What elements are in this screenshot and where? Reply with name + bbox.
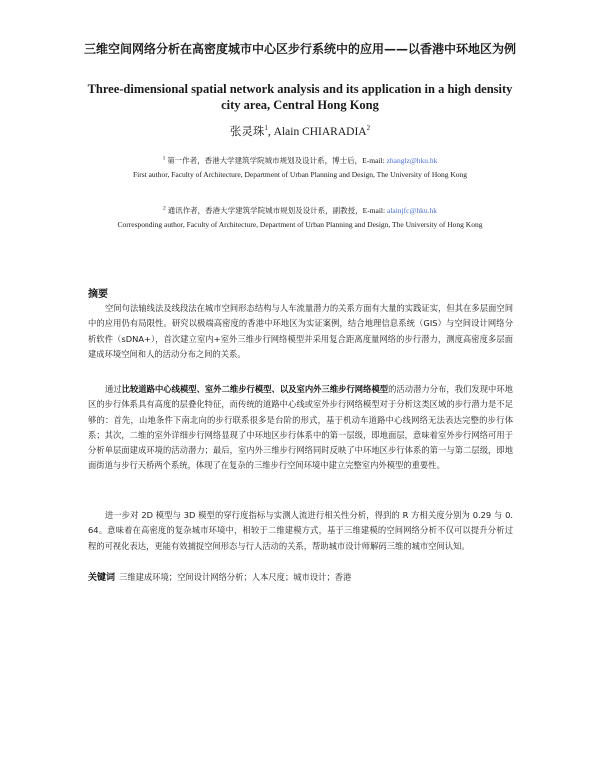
abstract-heading: 摘要 <box>88 289 108 300</box>
author-2-mark: 2 <box>366 124 371 133</box>
author-2-name: Alain CHIARADIA <box>273 126 367 138</box>
author-1-name: 张灵珠 <box>229 126 265 138</box>
affiliation-2-zh-line <box>80 204 520 218</box>
abstract-paragraph-2-body: 的活动潜力分布，我们发现中环地区的步行体系具有高度的层叠化特征，而传统的道路中心线或室外步行网络模型对于分析这类区域的步行潜力是不足够的：首先，山地条件下南北向的步行联系很多是台阶的形式，基于机动车道路中心线网络无法表达完整的步行体系；其次，二维的室外详细步行网络显现了中环地区步行体系中的第一层级，即地面层，意味着室外步行网络可用于分析单层面建成环境的活动潜力；最后，室内外三维步行网络同时反映了中环地区步行体系的第一与第二层级，即地面街道与步行天桥两个系统，体现了在复杂的三维步行空间环境中建立完整室内外模型的重要性。 <box>88 384 513 471</box>
title-english: Three-dimensional spatial network analysis and its application in a high density city area, Central Hong Kong <box>87 82 513 112</box>
keywords-label: 关键词 <box>88 573 116 583</box>
author-line <box>80 124 520 140</box>
affiliation-2-mark: 2 <box>162 205 166 212</box>
abstract-paragraph-2 <box>88 382 513 474</box>
affiliation-2-en: Corresponding author, Faculty of Architecture, Department of Urban Planning and Design, The University of Hong Kong <box>117 219 483 229</box>
affiliation-1-en: First author, Faculty of Architecture, Department of Urban Planning and Design, The University of Hong Kong <box>132 169 468 179</box>
title-chinese: 三维空间网络分析在高密度城市中心区步行系统中的应用——以香港中环地区为例 <box>83 42 516 56</box>
author-separator: , <box>267 126 274 138</box>
affiliation-2-zh: 通讯作者，香港大学建筑学院城市规划及设计系，副教授，E-mail: <box>167 206 387 215</box>
affiliation-2 <box>80 204 520 231</box>
keywords-line <box>88 570 513 586</box>
affiliation-1-mark: 1 <box>162 155 166 162</box>
affiliation-1 <box>80 154 520 181</box>
abstract-paragraph-2-emphasis: 比较道路中心线模型、室外二维步行模型、以及室内外三维步行网络模型 <box>121 384 389 394</box>
abstract-paragraph-3: 进一步对 2D 模型与 3D 模型的穿行度指标与实测人流进行相关性分析，得到的 R 方相关度分别为 0.29 与 0.64。意味着在高密度的复杂城市环境中，相较于二维建模方式，基于三维建模的空间网络分析不仅可以提升分析过程的可视化表达，更能有效捕捉空间形态与行人活动的关系，帮助城市设计师解码三维的城市空间认知。 <box>88 510 513 551</box>
affiliation-1-zh-line <box>80 154 520 168</box>
affiliation-1-zh: 第一作者，香港大学建筑学院城市规划及设计系，博士后，E-mail: <box>167 156 387 165</box>
affiliation-2-email-link[interactable]: alainjfc@hku.hk <box>386 206 438 215</box>
abstract-paragraph-1: 空间句法轴线法及线段法在城市空间形态结构与人车流量潜力的关系方面有大量的实践证实，但其在多层面空间中的应用仍有局限性。研究以极端高密度的香港中环地区为实证案例，结合地理信息系统（GIS）与空间设计网络分析软件（sDNA+），首次建立室内+室外三维步行网络模型并采用复合距离度量网络的步行潜力，测度高密度多层面建成环境空间和人的活动分布之间的关系。 <box>88 303 513 359</box>
author-1-mark: 1 <box>264 124 268 133</box>
abstract-paragraph-2-lead: 通过 <box>105 384 122 394</box>
keywords-text: 三维建成环境；空间设计网络分析；人本尺度；城市设计；香港 <box>119 572 352 582</box>
affiliation-1-email-link[interactable]: zhanglz@hku.hk <box>386 156 438 165</box>
